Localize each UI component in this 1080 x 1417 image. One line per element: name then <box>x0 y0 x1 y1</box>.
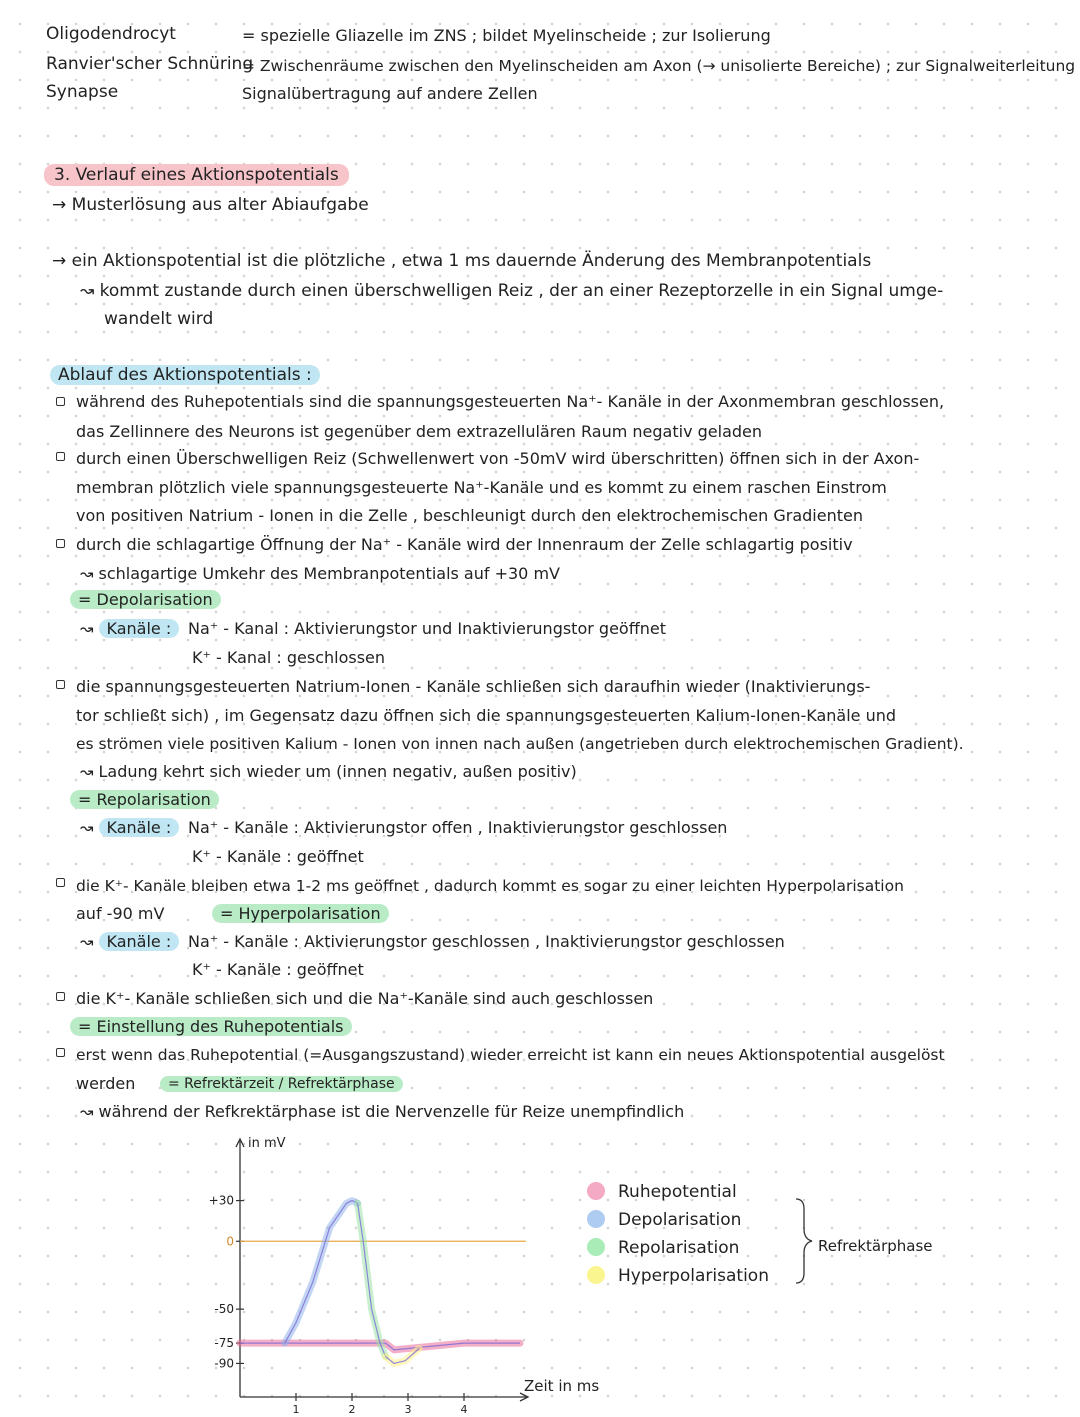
b4-line-3: es strömen viele positiven Kalium - Ionen von innen nach außen (angetrieben durch elektrochemischen Gradient). <box>76 735 964 753</box>
b6-term <box>70 1016 352 1038</box>
b3-kanaele-label: Kanäle : <box>99 619 180 638</box>
y-tick-label: +30 <box>208 1193 234 1208</box>
section-subheading: → Musterlösung aus alter Abiaufgabe <box>52 195 369 215</box>
bullet-marker <box>56 539 65 548</box>
section-heading-text: 3. Verlauf eines Aktionspotentials <box>44 164 349 186</box>
b2-line-1: durch einen Überschwelligen Reiz (Schwellenwert von -50mV wird überschritten) öffnen sich in der Axon- <box>76 449 920 468</box>
chart-axes <box>236 1139 528 1401</box>
bullet-marker <box>56 992 65 1001</box>
b1-line-2: das Zellinnere des Neurons ist gegenüber dem extrazellulären Raum negativ geladen <box>76 422 763 441</box>
bullet-marker <box>56 452 65 461</box>
b3-kanal-1: Na⁺ - Kanal : Aktivierungstor und Inaktivierungstor geöffnet <box>188 619 666 638</box>
def-ranvier: = Zwischenräume zwischen den Myelinscheiden am Axon (→ unisolierte Bereiche) ; zur Signalweiterleitung <box>242 57 1076 75</box>
series-highlight-repolarisation <box>358 1203 386 1356</box>
b4-line-1: die spannungsgesteuerten Natrium-Ionen - Kanäle schließen sich daraufhin wieder (Inaktivierungs- <box>76 677 871 696</box>
x-tick-label: 3 <box>404 1403 412 1416</box>
y-tick-label: -50 <box>214 1302 234 1317</box>
x-tick-label: 1 <box>292 1403 300 1416</box>
brace-label: Refrektärphase <box>818 1237 933 1255</box>
b4-line-4: ↝ Ladung kehrt sich wieder um (innen negativ, außen positiv) <box>80 762 577 781</box>
b5-kanal-1: Na⁺ - Kanäle : Aktivierungstor geschlossen , Inaktivierungstor geschlossen <box>188 932 785 951</box>
b7-line-2: werden <box>76 1074 136 1093</box>
chart-labels <box>209 1136 600 1416</box>
legend-label-repolarisation: Repolarisation <box>618 1238 740 1258</box>
intro-line-2: ↝ kommt zustande durch einen überschwelligen Reiz , der an einer Rezeptorzelle in ein Signal umge- <box>80 281 944 301</box>
term-synapse: Synapse <box>46 82 119 102</box>
b4-kanaele: ↝ Kanäle : <box>80 817 179 839</box>
legend-swatch-hyperpolarisation <box>587 1266 605 1284</box>
ablauf-title-text: Ablauf des Aktionspotentials : <box>50 365 320 385</box>
b5-kanal-2: K⁺ - Kanäle : geöffnet <box>192 960 364 979</box>
b2-line-2: membran plötzlich viele spannungsgesteuerte Na⁺-Kanäle und es kommt zu einem raschen Einstrom <box>76 478 887 497</box>
b3-term <box>70 589 221 611</box>
bullet-marker <box>56 397 65 406</box>
bullet-marker <box>56 680 65 689</box>
bullet-marker <box>56 878 65 887</box>
x-tick-label: 4 <box>460 1403 468 1416</box>
b1-line-1: während des Ruhepotentials sind die spannungsgesteuerten Na⁺- Kanäle in der Axonmembran geschlossen, <box>76 392 945 411</box>
y-axis-label: in mV <box>248 1136 286 1151</box>
legend-swatch-depolarisation <box>587 1210 605 1228</box>
b3-line-1: durch die schlagartige Öffnung der Na⁺ - Kanäle wird der Innenraum der Zelle schlagartig positiv <box>76 535 853 554</box>
chart-series <box>240 1201 520 1364</box>
refraktaer-term: = Refrektärzeit / Refrektärphase <box>160 1076 403 1092</box>
ablauf-title <box>50 364 320 386</box>
b5-term <box>212 903 389 925</box>
def-oligodendrocyt: = spezielle Gliazelle im ZNS ; bildet Myelinscheide ; zur Isolierung <box>242 26 771 45</box>
x-axis-label: Zeit in ms <box>524 1377 600 1395</box>
term-oligodendrocyt: Oligodendrocyt <box>46 24 176 44</box>
b4-term <box>70 789 219 811</box>
b7-line-1: erst wenn das Ruhepotential (=Ausgangszustand) wieder erreicht ist kann ein neues Aktionspotential ausgelöst <box>76 1046 945 1064</box>
b6-line-1: die K⁺- Kanäle schließen sich und die Na⁺-Kanäle sind auch geschlossen <box>76 989 654 1008</box>
ruhepotential-term: = Einstellung des Ruhepotentials <box>70 1017 352 1036</box>
legend-swatch-ruhepotential <box>587 1182 605 1200</box>
legend-swatch-repolarisation <box>587 1238 605 1256</box>
b5-kanaele-label: Kanäle : <box>99 932 180 951</box>
legend-label-hyperpolarisation: Hyperpolarisation <box>618 1266 769 1286</box>
legend-brace <box>796 1199 812 1283</box>
b5-kanaele: ↝ Kanäle : <box>80 931 179 953</box>
legend-label-ruhepotential: Ruhepotential <box>618 1182 737 1202</box>
def-synapse: Signalübertragung auf andere Zellen <box>242 84 538 103</box>
b3-kanaele: ↝ Kanäle : <box>80 618 179 640</box>
b3-line-2: ↝ schlagartige Umkehr des Membranpotentials auf +30 mV <box>80 564 560 583</box>
b5-line-2: auf -90 mV <box>76 904 165 923</box>
b4-kanal-2: K⁺ - Kanäle : geöffnet <box>192 847 364 866</box>
b4-line-2: tor schließt sich) , im Gegensatz dazu öffnen sich die spannungsgesteuerten Kalium-Ionen-Kanäle und <box>76 706 897 725</box>
depolarisation-term: = Depolarisation <box>70 590 221 609</box>
y-tick-label: 0 <box>226 1234 234 1249</box>
hyperpolarisation-term: = Hyperpolarisation <box>212 904 389 923</box>
y-tick-label: -90 <box>214 1356 234 1371</box>
b7-term <box>160 1073 403 1095</box>
term-ranvier: Ranvier'scher Schnüring <box>46 54 254 74</box>
intro-line-1: → ein Aktionspotential ist die plötzliche , etwa 1 ms dauernde Änderung des Membranpotentials <box>52 251 872 271</box>
b7-line-3: ↝ während der Refkrektärphase ist die Nervenzelle für Reize unempfindlich <box>80 1102 685 1121</box>
b4-kanaele-label: Kanäle : <box>99 818 180 837</box>
x-tick-label: 2 <box>348 1403 356 1416</box>
b2-line-3: von positiven Natrium - Ionen in die Zelle , beschleunigt durch den elektrochemischen Gradienten <box>76 506 863 525</box>
intro-line-3: wandelt wird <box>104 309 214 329</box>
b4-kanal-1: Na⁺ - Kanäle : Aktivierungstor offen , Inaktivierungstor geschlossen <box>188 818 728 837</box>
repolarisation-term: = Repolarisation <box>70 790 219 809</box>
bullet-marker <box>56 1048 65 1057</box>
series-highlight-depolarisation <box>285 1201 358 1344</box>
y-tick-label: -75 <box>214 1336 234 1351</box>
action-potential-chart <box>0 1127 1080 1417</box>
chart-legend <box>587 1182 933 1286</box>
section-heading <box>44 164 349 186</box>
b3-kanal-2: K⁺ - Kanal : geschlossen <box>192 648 386 667</box>
legend-label-depolarisation: Depolarisation <box>618 1210 742 1230</box>
b5-line-1: die K⁺- Kanäle bleiben etwa 1-2 ms geöffnet , dadurch kommt es sogar zu einer leichten Hyperpolarisation <box>76 877 904 895</box>
